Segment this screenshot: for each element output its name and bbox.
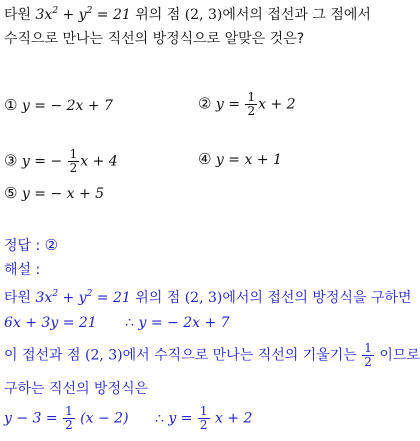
normal-line: x + 2 — [210, 410, 253, 427]
fraction: $\frac{1}{2}$ — [65, 404, 73, 432]
answer-value: ② — [44, 236, 59, 254]
question-text: 타원 — [4, 7, 36, 23]
choice-expression: y = x + 1 — [215, 152, 282, 168]
choice-1[interactable] — [4, 96, 113, 115]
ellipse-equation: $3x^2 + y^2 = 21$ — [35, 289, 131, 306]
fraction: $\frac{1}{2}$ — [364, 341, 372, 369]
explanation-line-1 — [4, 289, 412, 307]
point-coordinates: (2, 3) — [184, 290, 223, 306]
point-coordinates: (2, 3) — [84, 347, 123, 364]
choice-expression: y = − — [21, 153, 67, 170]
therefore-symbol: ∴ — [154, 410, 164, 427]
question-text: 에서의 접선과 그 점에서 — [222, 7, 371, 23]
choice-expression: x + 4 — [80, 153, 118, 170]
tangent-equation: 6x + 3y = 21 — [4, 315, 97, 331]
question-line-1 — [4, 6, 371, 24]
normal-line-point-slope: (x − 2) — [75, 410, 129, 427]
explanation-line-2 — [4, 314, 230, 332]
choice-5[interactable] — [4, 184, 104, 203]
fraction: $\frac{1}{2}$ — [69, 147, 78, 175]
tangent-line: y = − 2x + 7 — [138, 315, 230, 331]
answer-line — [4, 236, 58, 255]
choice-expression: x + 2 — [258, 96, 296, 113]
explanation-line-4: 구하는 직선의 방정식은 — [4, 381, 149, 397]
answer-label: 정답 : — [4, 238, 45, 254]
fraction: $\frac{1}{2}$ — [199, 404, 208, 432]
explanation-text: 에서 수직으로 만나는 직선의 기울기는 — [122, 347, 362, 364]
choice-3[interactable] — [4, 148, 118, 175]
explanation-heading: 해설 : — [4, 262, 41, 278]
therefore-symbol: ∴ — [125, 315, 135, 331]
choice-expression: y = — [215, 96, 245, 113]
choice-4[interactable] — [198, 150, 282, 169]
choice-number: ② — [198, 94, 212, 113]
explanation-text: 이므로 — [374, 347, 420, 364]
choice-2[interactable] — [198, 91, 296, 118]
explanation-text: 위의 점 — [130, 290, 185, 306]
question-text: 위의 점 — [130, 7, 185, 23]
choice-expression: y = − x + 5 — [21, 186, 105, 202]
explanation-line-5 — [4, 405, 252, 432]
point-coordinates: (2, 3) — [184, 7, 223, 23]
fraction: $\frac{1}{2}$ — [247, 90, 256, 118]
explanation-line-3 — [4, 342, 420, 369]
choice-number: ⑤ — [4, 184, 18, 202]
choice-number: ① — [4, 96, 18, 114]
choice-expression: y = − 2x + 7 — [21, 98, 113, 114]
explanation-text: 에서의 접선의 방정식을 구하면 — [222, 290, 412, 306]
explanation-text: 이 접선과 점 — [4, 347, 85, 364]
explanation-text: 타원 — [4, 290, 36, 306]
normal-line: y = — [168, 410, 197, 427]
choice-number: ③ — [4, 151, 18, 170]
question-line-2: 수직으로 만나는 직선의 방정식으로 알맞은 것은? — [4, 31, 305, 47]
ellipse-equation: $3x^2 + y^2 = 21$ — [35, 6, 131, 23]
normal-line-point-slope: y − 3 = — [4, 410, 63, 427]
choice-number: ④ — [198, 150, 212, 168]
